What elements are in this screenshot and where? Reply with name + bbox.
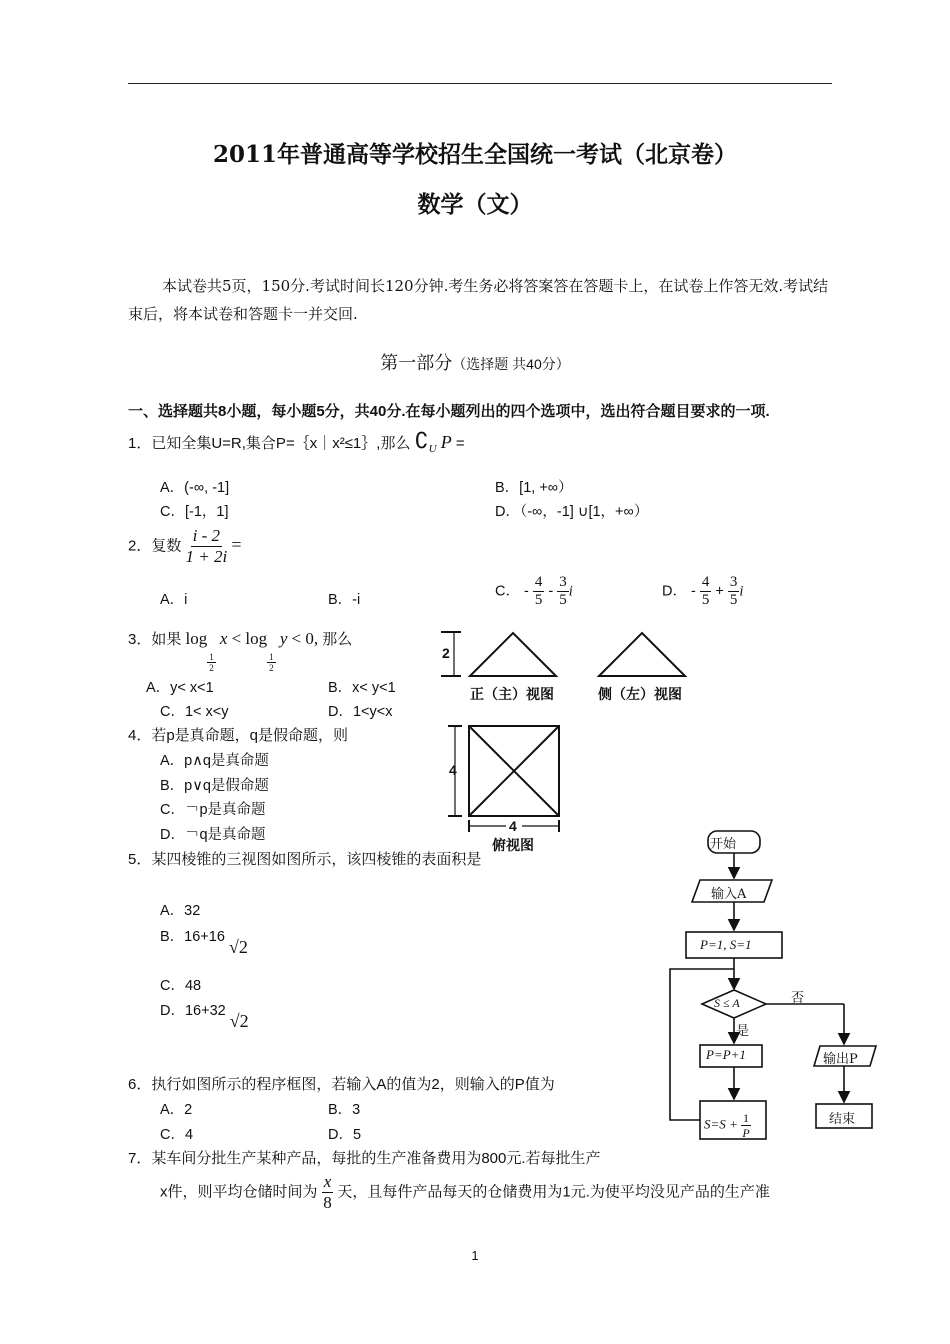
part-note: （选择题 共40分） xyxy=(452,356,570,372)
intro-paragraph: 本试卷共5页，150分.考试时间长120分钟.考生务必将答案答在答题卡上，在试卷上作答无效.考试结束后，将本试卷和答题卡一并交回. xyxy=(128,277,829,323)
q1-stem xyxy=(128,428,465,455)
flow-step2-label xyxy=(704,1111,751,1140)
q2-option-b: B．-i xyxy=(328,592,361,608)
less-than: < xyxy=(231,629,242,648)
q2d-num2: 3 xyxy=(729,574,738,590)
log1-base xyxy=(207,652,216,673)
flow-start-label: 开始 xyxy=(710,837,737,852)
q6-option-a: A．2 xyxy=(160,1102,193,1118)
q5d-text: D．16+32 xyxy=(160,1003,226,1019)
q4-option-c: C．￢p是真命题 xyxy=(160,802,266,818)
q3-then: 那么 xyxy=(322,631,353,648)
log2-base-num: 1 xyxy=(269,652,274,662)
q7-frac-num: x xyxy=(323,1172,332,1191)
q4-stem: 4．若p是真命题，q是假命题，则 xyxy=(128,727,349,744)
q5-option-d xyxy=(160,999,249,1031)
q6-option-c: C．4 xyxy=(160,1127,194,1143)
log1: log xyxy=(185,629,208,648)
q5-option-a: A．32 xyxy=(160,903,201,919)
complement-subscript: U xyxy=(428,443,437,455)
flow-cond-label: S ≤ A xyxy=(714,996,740,1010)
q2c-den1: 5 xyxy=(534,592,543,608)
side-view-label: 侧（左）视图 xyxy=(598,687,682,703)
complement-symbol: ∁ xyxy=(414,428,429,453)
q4-option-d: D．￢q是真命题 xyxy=(160,827,266,843)
q3-tail: < 0, xyxy=(291,629,319,648)
q3-option-a: A．y< x<1 xyxy=(146,680,214,696)
q2-numerator: i - 2 xyxy=(192,526,221,545)
q5d-radical: √2 xyxy=(229,1011,249,1031)
q7-fraction xyxy=(322,1172,334,1213)
q2c-frac1 xyxy=(533,574,545,609)
q2-equals: = xyxy=(231,534,242,555)
flow-end-label: 结束 xyxy=(829,1112,856,1127)
q2d-den1: 5 xyxy=(701,592,710,608)
q2-fraction xyxy=(186,526,228,567)
q2-option-c xyxy=(495,574,573,609)
flow-no-label: 否 xyxy=(791,991,805,1006)
flow-init-label: P=1, S=1 xyxy=(700,937,752,952)
q5b-text: B．16+16 xyxy=(160,929,225,945)
q1-option-a: A．(-∞, -1] xyxy=(160,480,230,496)
q1-option-c: C．[-1，1] xyxy=(160,504,229,520)
q2c-den2: 5 xyxy=(559,592,567,608)
q2-text: 2．复数 xyxy=(128,537,182,555)
q6-option-b: B．3 xyxy=(328,1102,361,1118)
q7-line2-post: 天，且每件产品每天的仓储费用为1元.为使平均没见产品的生产准 xyxy=(337,1183,770,1201)
q1-text: 1．已知全集U=R,集合P=｛x｜x²≤1｝,那么 xyxy=(128,435,411,452)
q3-text: 3．如果 xyxy=(128,631,182,648)
q6-option-d: D．5 xyxy=(328,1127,362,1143)
q2d-imag: i xyxy=(739,583,744,600)
q3-stem xyxy=(128,628,352,673)
subject-title: 数学（文） xyxy=(417,191,533,218)
log1-base-num: 1 xyxy=(209,652,214,662)
header-rule xyxy=(128,83,832,84)
log2-base-den: 2 xyxy=(269,663,274,673)
top-view-label: 俯视图 xyxy=(492,838,534,854)
flow-yes-label: 是 xyxy=(736,1024,750,1039)
front-view-label: 正（主）视图 xyxy=(470,687,554,703)
flow-step2-frac xyxy=(741,1111,751,1140)
q7-line2 xyxy=(160,1172,770,1213)
q2c-op: - xyxy=(548,583,554,600)
flow-input-label: 输入A xyxy=(711,887,747,902)
flow-step1-label: P=P+1 xyxy=(706,1047,746,1062)
q2-stem xyxy=(128,526,242,567)
q2d-frac1 xyxy=(700,574,712,609)
q2c-imag: i xyxy=(568,583,573,600)
q2d-frac2 xyxy=(728,574,740,609)
q5-option-c: C．48 xyxy=(160,978,202,994)
page-number: 1 xyxy=(471,1248,479,1263)
q2d-num1: 4 xyxy=(701,574,710,590)
q2d-minus: - xyxy=(691,583,696,600)
q5-stem: 5．某四棱锥的三视图如图所示，该四棱锥的表面积是 xyxy=(128,851,482,868)
equals-sign: = xyxy=(455,435,465,452)
q7-line2-pre: x件，则平均仓储时间为 xyxy=(160,1183,318,1201)
side-view-triangle xyxy=(599,633,685,676)
three-view-figure xyxy=(436,626,706,856)
var-y: y xyxy=(279,629,288,648)
q3-option-b: B．x< y<1 xyxy=(328,680,396,696)
part-heading xyxy=(0,349,950,375)
q2d-label: D． xyxy=(662,583,687,600)
q7-frac-den: 8 xyxy=(323,1193,332,1212)
log1-base-den: 2 xyxy=(209,663,214,673)
q2c-frac2 xyxy=(557,574,569,609)
flowchart-figure xyxy=(660,826,890,1156)
front-dim-label: 2 xyxy=(442,645,450,661)
flow-step2-num: 1 xyxy=(743,1111,750,1125)
q2c-num2: 3 xyxy=(559,574,567,590)
q1-option-d: D．（-∞，-1] ∪[1，+∞） xyxy=(495,504,649,520)
q3-option-d: D．1<y<x xyxy=(328,704,393,720)
flow-step2-den: P xyxy=(742,1126,750,1140)
q2c-minus: - xyxy=(524,583,529,600)
flow-output-label: 输出P xyxy=(823,1052,858,1067)
q5-option-b xyxy=(160,925,248,957)
bottom-dim-label: 4 xyxy=(509,818,517,834)
q4-option-a: A．p∧q是真命题 xyxy=(160,753,269,769)
q2d-den2: 5 xyxy=(729,592,738,608)
var-x: x xyxy=(219,629,228,648)
flow-step2-text: S=S + xyxy=(704,1116,738,1132)
q2-option-d xyxy=(662,574,743,609)
front-view-triangle xyxy=(470,633,556,676)
q2-option-a: A．i xyxy=(160,592,188,608)
log2: log xyxy=(245,629,268,648)
set-name: P xyxy=(440,432,452,452)
q2-denominator: 1 + 2i xyxy=(185,547,228,566)
q4-option-b: B．p∨q是假命题 xyxy=(160,778,269,794)
top-dim-label: 4 xyxy=(449,762,457,778)
section-heading: 一、选择题共8小题，每小题5分，共40分.在每小题列出的四个选项中，选出符合题目要求的一项. xyxy=(128,403,770,420)
q3-option-c: C．1< x<y xyxy=(160,704,229,720)
q1-option-b: B．[1, +∞） xyxy=(495,480,573,496)
q7-line1: 7．某车间分批生产某种产品，每批的生产准备费用为800元.若每批生产 xyxy=(128,1150,601,1167)
q6-stem: 6．执行如图所示的程序框图，若输入A的值为2，则输入的P值为 xyxy=(128,1076,555,1093)
log2-base xyxy=(267,652,276,673)
part-title: 第一部分 xyxy=(380,353,453,374)
q2d-op: + xyxy=(715,583,724,600)
exam-title: 2011年普通高等学校招生全国统一考试（北京卷） xyxy=(212,141,737,168)
q2c-label: C． xyxy=(495,583,520,600)
q2c-num1: 4 xyxy=(534,574,543,590)
q5b-radical: √2 xyxy=(228,937,248,957)
